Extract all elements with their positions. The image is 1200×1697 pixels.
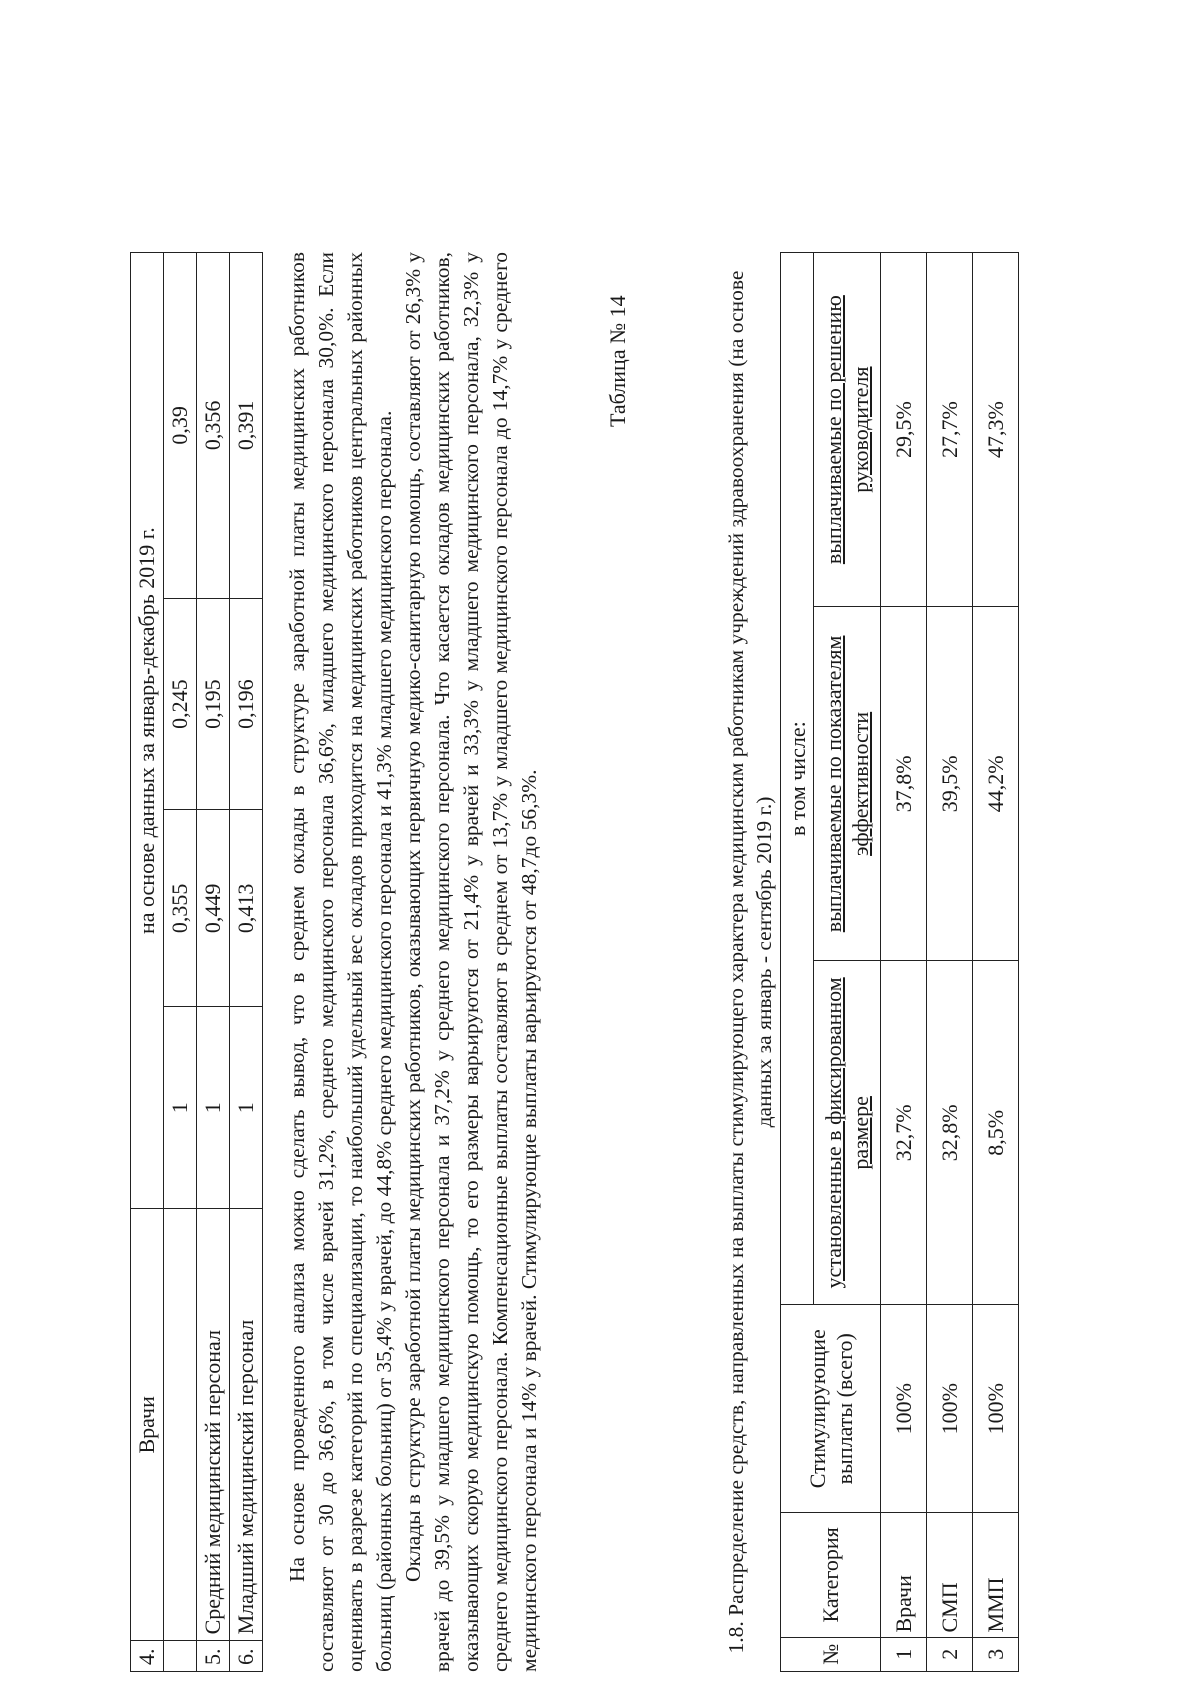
cell-efficiency: 39,5% xyxy=(927,607,973,961)
header-efficiency: выплачиваемые по показателям эффективности xyxy=(814,607,881,961)
body-text xyxy=(283,252,544,1672)
cell-fixed: 8,5% xyxy=(973,961,1019,1305)
cell-value: 0,356 xyxy=(197,253,230,599)
row-number: 2 xyxy=(927,1637,973,1671)
row-name: Младший медицинский персонал xyxy=(230,1209,263,1641)
table-top-continuation xyxy=(130,252,263,1672)
row-number: 6. xyxy=(230,1641,263,1672)
cell-value: 0,195 xyxy=(197,598,230,810)
cell-manager: 27,7% xyxy=(927,253,973,607)
paragraph: Оклады в структуре заработной платы медицинских работников, оказывающих первичную медико-санитарную помощь, составляют от 26,3% у врачей до 39,5% у младшего медицинского персонала и 37,2% у среднего медицинского персонала. Что касается окладов медицинских работников, оказывающих скорую медицинскую помощь, то его размеры варьируются от 21,4% у врачей и 33,3% у младшего медицинского персонала, 32,3% у среднего медицинского персонала. Компенсационные выплаты составляют в среднем от 13,7% у младшего медицинского персонала до 14,7% у среднего медицинского персонала и 14% у врачей. Стимулирующие выплаты варьируются от 48,7до 56,3%. xyxy=(401,252,541,1672)
table-row xyxy=(927,253,973,1672)
cell-value: 0,449 xyxy=(197,810,230,1007)
table-row xyxy=(197,253,230,1672)
section-title: 1.8. Распределение средств, направленных на выплаты стимулирующего характера медицинским работникам учреждений здравоохранения (на основе данных за январь - сентябрь 2019 г.) xyxy=(724,270,776,1654)
table-row xyxy=(973,253,1019,1672)
cell-fixed: 32,8% xyxy=(927,961,973,1305)
cell-value: 1 xyxy=(197,1007,230,1209)
paragraph: На основе проведенного анализа можно сделать вывод, что в среднем оклады в структуре заработной платы медицинских работников составляют от 30 до 36,6%, в том числе врачей 31,2%, среднего медицинского персонала 36,6%, младшего медицинского персонала 30,0%. Если оценивать в разрезе категорий по специализации, то наибольший удельный вес окладов приходится на медицинских работников центральных районных больниц (районных больниц) от 35,4% у врачей, до 44,8% среднего медицинского персонала и 41,3% младшего медицинского персонала. xyxy=(285,252,396,1672)
cell-total: 100% xyxy=(881,1305,927,1513)
table-row xyxy=(881,253,927,1672)
cell-value: 0,245 xyxy=(164,598,197,810)
cell-total: 100% xyxy=(973,1305,1019,1513)
row-name: Средний медицинский персонал xyxy=(197,1209,230,1641)
row-name: Врачи xyxy=(131,1209,164,1641)
header-fixed: установленные в фиксированном размере xyxy=(814,961,881,1305)
table-row xyxy=(230,253,263,1672)
table-header-row xyxy=(781,253,814,1672)
row-number: 3 xyxy=(973,1637,1019,1671)
cell-efficiency: 44,2% xyxy=(973,607,1019,961)
header-num: № xyxy=(781,1637,881,1671)
cell-value: 0,355 xyxy=(164,810,197,1007)
cell-fixed: 32,7% xyxy=(881,961,927,1305)
header-total: Стимулирующие выплаты (всего) xyxy=(781,1305,881,1513)
cell-value: 0,413 xyxy=(230,810,263,1007)
row-category: СМП xyxy=(927,1513,973,1637)
cell-value: 0,196 xyxy=(230,598,263,810)
cell-manager: 47,3% xyxy=(973,253,1019,607)
table-row xyxy=(131,253,164,1672)
cell-manager: 29,5% xyxy=(881,253,927,607)
header-manager-decision: выплачиваемые по решению руководителя xyxy=(814,253,881,607)
table-row xyxy=(164,253,197,1672)
cell-total: 100% xyxy=(927,1305,973,1513)
cell-value: 1 xyxy=(164,1007,197,1209)
cell-efficiency: 37,8% xyxy=(881,607,927,961)
row-category: ММП xyxy=(973,1513,1019,1637)
cell-value: 0,391 xyxy=(230,253,263,599)
cell-value: 0,39 xyxy=(164,253,197,599)
row-number: 1 xyxy=(881,1637,927,1671)
table-stimulating-payments xyxy=(780,252,1019,1672)
header-category: Категория xyxy=(781,1513,881,1637)
row-category: Врачи xyxy=(881,1513,927,1637)
span-label: на основе данных за январь-декабрь 2019 г. xyxy=(131,253,164,1209)
table-caption: Таблица № 14 xyxy=(605,295,630,427)
cell-value: 1 xyxy=(230,1007,263,1209)
row-number: 5. xyxy=(197,1641,230,1672)
row-number: 4. xyxy=(131,1641,164,1672)
header-including: в том числе: xyxy=(781,253,814,1305)
